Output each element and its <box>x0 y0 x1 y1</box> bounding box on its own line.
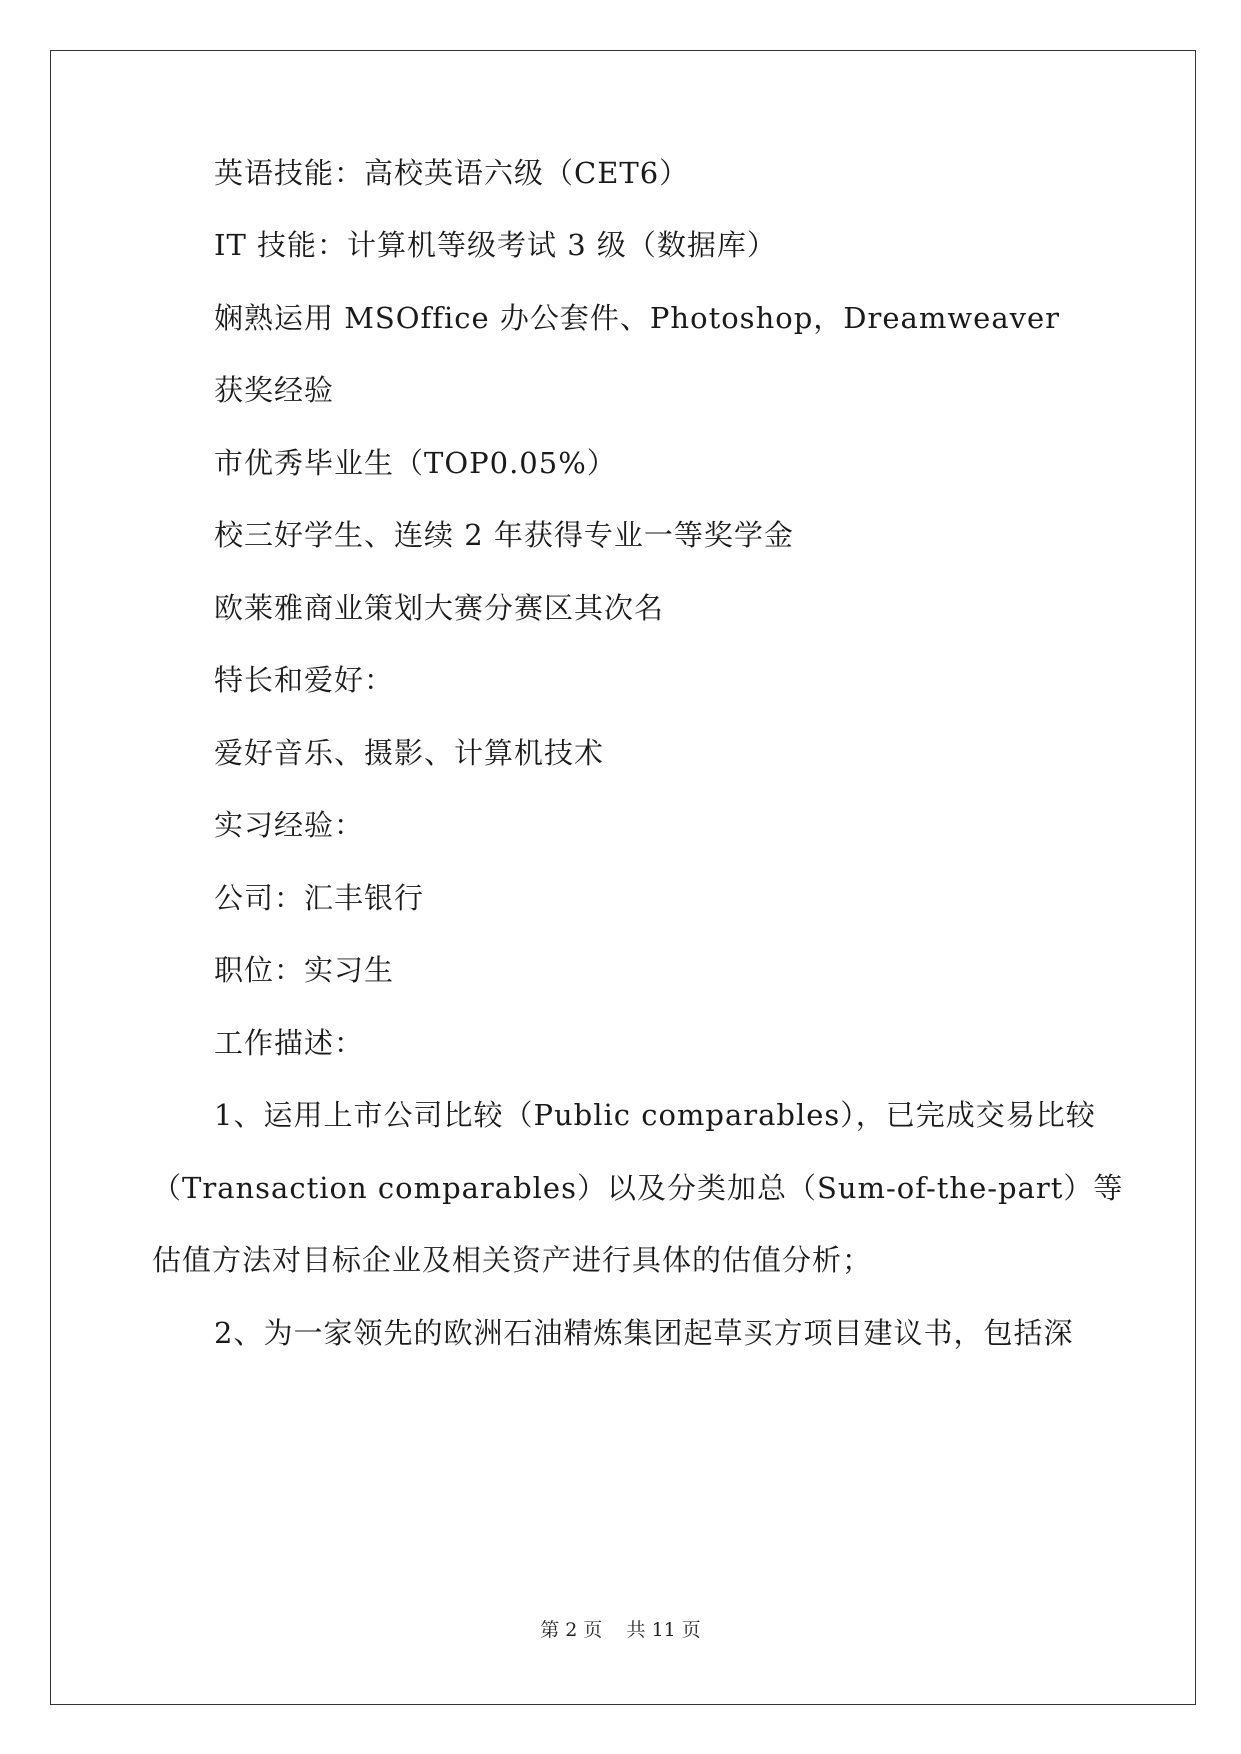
english-skill-line: 英语技能：高校英语六级（CET6） <box>214 156 690 190</box>
awards-heading: 获奖经验 <box>214 373 335 407</box>
page-number: 第 2 页 <box>540 1619 603 1641</box>
page-total: 共 11 页 <box>626 1619 701 1641</box>
page-border <box>50 50 1196 1705</box>
internship-heading: 实习经验： <box>214 808 365 842</box>
software-skill-line: 娴熟运用 MSOffice 办公套件、Photoshop，Dreamweaver <box>214 301 1061 335</box>
position-line: 职位：实习生 <box>214 953 395 987</box>
description-item-2-line-1: 2、为一家领先的欧洲石油精炼集团起草买方项目建议书，包括深 <box>214 1316 1074 1350</box>
award-line: 市优秀毕业生（TOP0.05%） <box>214 446 617 480</box>
company-line: 公司：汇丰银行 <box>214 881 425 915</box>
description-item-1-line-3: 估值方法对目标企业及相关资产进行具体的估值分析； <box>152 1243 873 1277</box>
job-description-heading: 工作描述： <box>214 1026 365 1060</box>
description-item-1-line-2: （Transaction comparables）以及分类加总（Sum-of-the-part）等 <box>152 1171 1124 1205</box>
description-item-1-line-1: 1、运用上市公司比较（Public comparables），已完成交易比较 <box>214 1098 1096 1132</box>
award-line: 校三好学生、连续 2 年获得专业一等奖学金 <box>214 518 794 552</box>
hobbies-line: 爱好音乐、摄影、计算机技术 <box>214 736 605 770</box>
page-footer <box>0 1618 1241 1642</box>
it-skill-line: IT 技能：计算机等级考试 3 级（数据库） <box>214 228 777 262</box>
award-line: 欧莱雅商业策划大赛分赛区其次名 <box>214 591 665 625</box>
hobbies-heading: 特长和爱好： <box>214 663 395 697</box>
